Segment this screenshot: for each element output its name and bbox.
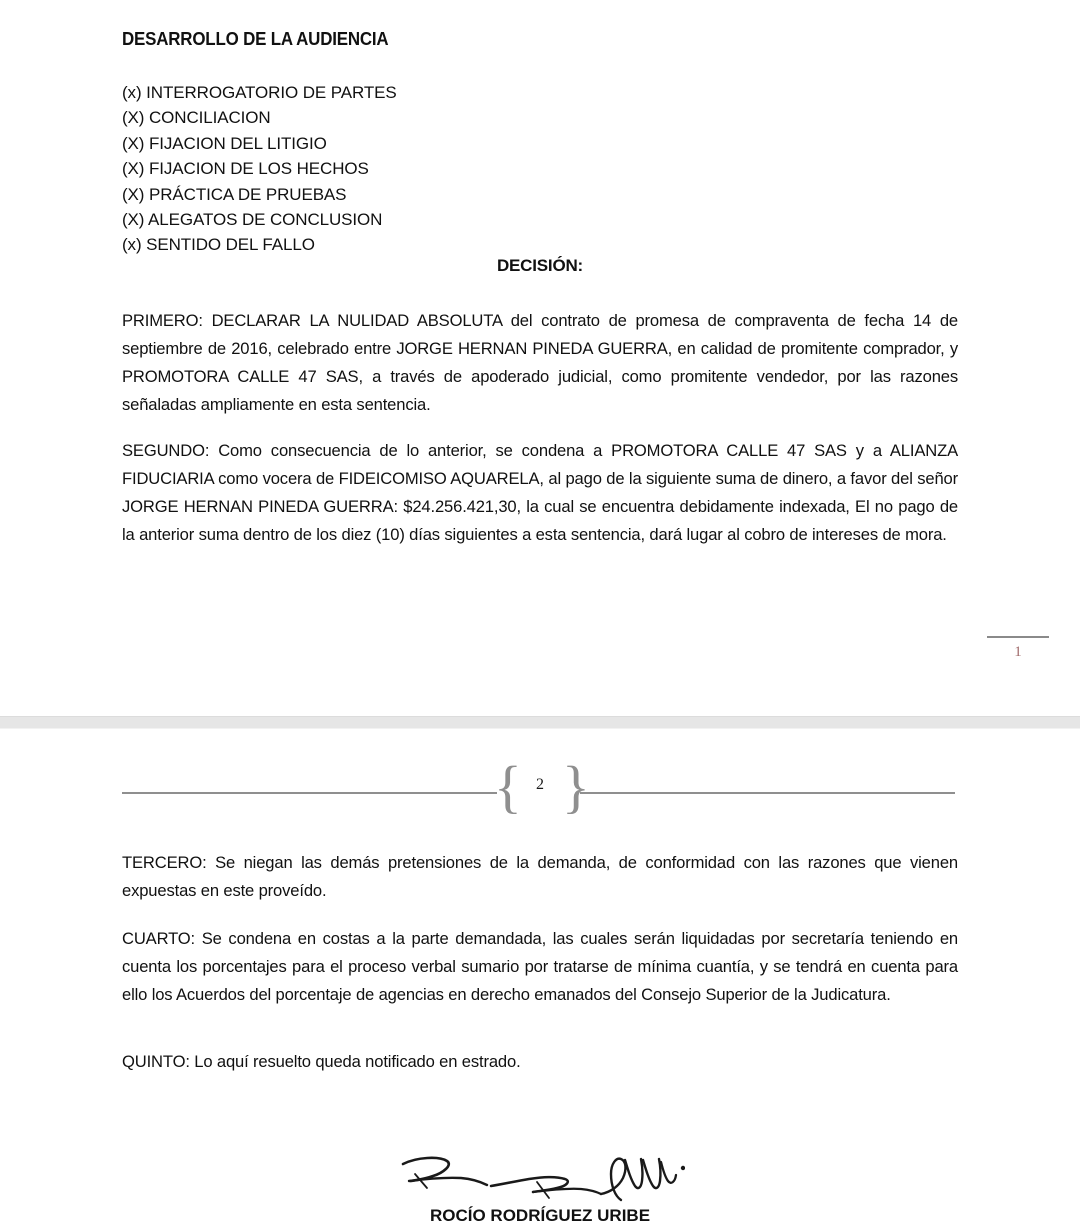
checklist-item: (X) FIJACION DEL LITIGIO (122, 133, 327, 153)
paragraph-quinto: QUINTO: Lo aquí resuelto queda notificado en estrado. (122, 1052, 521, 1071)
page-number: 1 (1014, 644, 1022, 660)
checklist-item: (X) ALEGATOS DE CONCLUSION (122, 210, 383, 230)
brace-left-icon: { (494, 754, 522, 819)
checklist-item: (X) FIJACION DE LOS HECHOS (122, 159, 369, 179)
paragraph-cuarto: CUARTO: Se condena en costas a la parte demandada, las cuales serán liquidadas por secretaría teniendo en cuenta los porcentajes para el proceso verbal sumario por tratarse de mínima cuantía, y se tendrá en cuenta para ello los Acuerdos del porcentaje de agencias en derecho emanados del Consejo Superior de la Judicatura. (122, 929, 958, 1004)
paragraph-segundo: SEGUNDO: Como consecuencia de lo anterior, se condena a PROMOTORA CALLE 47 SAS y a ALIANZA FIDUCIARIA como vocera de FIDEICOMISO AQUARELA, al pago de la siguiente suma de dinero, a favor del señor JORGE HERNAN PINEDA GUERRA: $24.256.421,30, la cual se encuentra debidamente indexada, El no pago de la anterior suma dentro de los diez (10) días siguientes a esta sentencia, dará lugar al cobro de intereses de mora. (122, 441, 958, 544)
checklist-item: (x) SENTIDO DEL FALLO (122, 235, 315, 255)
page-separator (0, 716, 1080, 729)
signature-image (395, 1148, 685, 1206)
page-number: 2 (536, 776, 544, 793)
paragraph-primero: PRIMERO: DECLARAR LA NULIDAD ABSOLUTA del contrato de promesa de compraventa de fecha 14 de septiembre de 2016, celebrado entre JORGE HERNAN PINEDA GUERRA, en calidad de promitente comprador, y PROMOTORA CALLE 47 SAS, a través de apoderado judicial, como promitente vendedor, por las razones señaladas ampliamente en esta sentencia. (122, 311, 958, 414)
handwritten-signature-icon (395, 1148, 685, 1206)
paragraph-tercero: TERCERO: Se niegan las demás pretensiones de la demanda, de conformidad con las razones que vienen expuestas en este proveído. (122, 853, 958, 900)
audience-checklist (122, 80, 622, 258)
signer-name: ROCÍO RODRÍGUEZ URIBE (429, 1206, 651, 1225)
signature-dot-icon (681, 1166, 685, 1170)
page-two-header (0, 754, 1080, 822)
checklist-item: (x) INTERROGATORIO DE PARTES (122, 83, 397, 102)
page-title: DESARROLLO DE LA AUDIENCIA (122, 29, 389, 49)
brace-right-icon: } (562, 754, 590, 819)
page-one-footer (987, 636, 1049, 661)
footer-rule (987, 636, 1049, 638)
checklist-item: (X) PRÁCTICA DE PRUEBAS (122, 184, 347, 204)
checklist-item: (X) CONCILIACION (122, 108, 271, 128)
decision-heading: DECISIÓN: (496, 256, 584, 275)
